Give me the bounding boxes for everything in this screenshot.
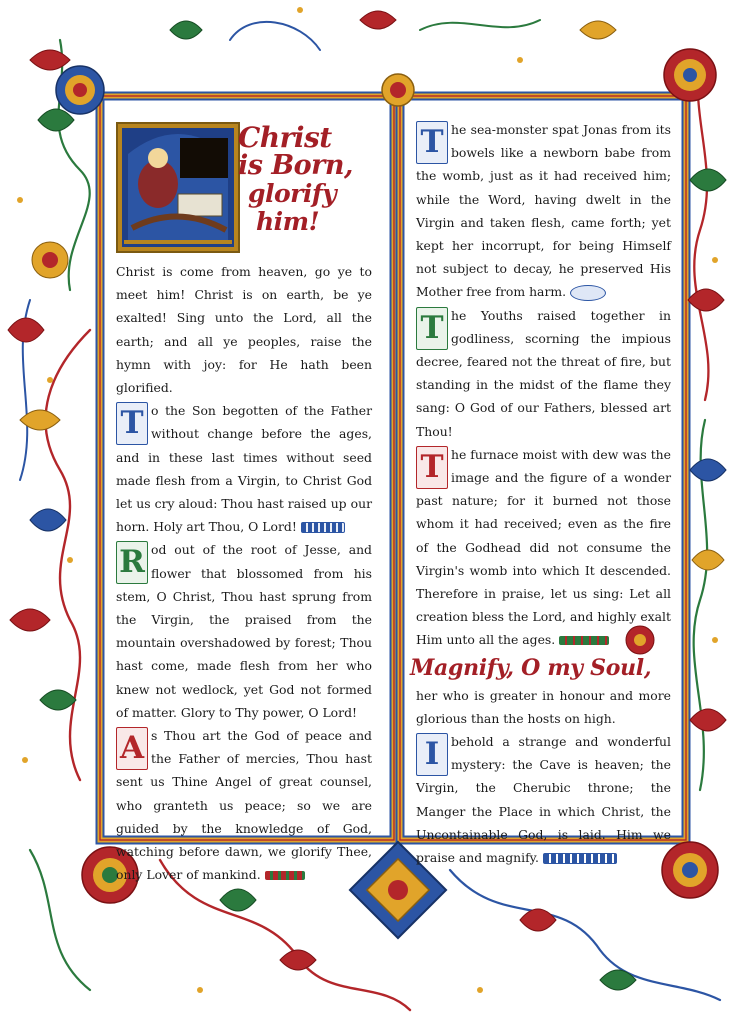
initial-capital-i: I <box>416 733 448 776</box>
title-line-3: glorify <box>248 179 337 208</box>
right-paragraph-5 <box>416 730 671 869</box>
initial-capital-r: R <box>116 541 148 584</box>
left-paragraph-1 <box>116 260 372 399</box>
right-paragraph-2-text: he Youths raised together in godliness, scorning the impious decree, feared not the threat of fire, but standing in the midst of the flame they sang: O God of our Fathers, blessed art Thou! <box>416 307 671 439</box>
left-paragraph-1-text: Christ is come from heaven, go ye to meet him! Christ is on earth, be ye exalted! Sing unto the Lord, all the earth; and all ye peoples, raise the hymn with joy: for He hath been glorified. <box>116 264 372 396</box>
right-paragraph-3 <box>416 443 671 652</box>
initial-capital-t: T <box>116 402 148 445</box>
left-paragraph-2-text: o the Son begotten of the Father without change before the ages, and in these last times without seed made flesh from a Virgin, to Christ God let us cry aloud: Thou hast raised up our horn. Holy art Thou, O Lord! <box>116 403 372 535</box>
left-paragraph-3-text: od out of the root of Jesse, and flower that blossomed from his stem, O Christ, Thou hast sprung from the Virgin, the praised from the mountain overshadowed by forest; Thou hast come, made flesh from her who knew not wedlock, yet God not formed of matter. Glory to Thy power, O Lord! <box>116 542 372 720</box>
sea-monster-ornament <box>570 285 606 301</box>
right-paragraph-1 <box>416 118 671 304</box>
left-text-column <box>116 118 372 886</box>
initial-capital-a: A <box>116 727 148 770</box>
left-paragraph-4-text: s Thou art the God of peace and the Father of mercies, Thou hast sent us Thine Angel of great counsel, who granteth us peace; so we are guided by the knowledge of God, watching before dawn, we glorify Thee, only Lover of mankind. <box>116 728 372 883</box>
right-paragraph-1-text: he sea-monster spat Jonas from its bowels like a newborn babe from the womb, just as it had received him; while the Word, having dwelt in the Virgin and taken flesh, came forth; yet kept her incorrupt, for being Himself not subject to decay, he preserved His Mother free from harm. <box>416 122 671 300</box>
nativity-icon <box>116 122 240 253</box>
title-heading <box>238 121 376 236</box>
line-filler-ornament <box>543 853 617 864</box>
right-paragraph-5-text: behold a strange and wonderful mystery: the Cave is heaven; the Virgin, the Cherubic throne; the Manger the Place in which Christ, the Uncontainable God, is laid. Him we praise and magnify. <box>416 734 671 866</box>
left-paragraph-4 <box>116 724 372 886</box>
line-filler-ornament <box>559 636 609 645</box>
initial-capital-t: T <box>416 446 448 489</box>
right-text-column <box>410 118 671 869</box>
right-paragraph-3-text: he furnace moist with dew was the image and the figure of a wonder past nature; for it burned not those whom it had received; even as the fire of the Godhead did not consume the Virgin's womb into which It descended. Therefore in praise, let us sing: Let all creation bless the Lord, and highly exalt Him unto all the ages. <box>416 446 671 648</box>
right-paragraph-2 <box>416 304 671 443</box>
title-line-2: is Born, <box>238 150 353 181</box>
title-line-4: him! <box>256 207 320 236</box>
right-paragraph-4 <box>416 684 671 730</box>
magnify-heading-text: Magnify, O my Soul, <box>410 654 652 681</box>
initial-capital-t: T <box>416 307 448 350</box>
line-filler-ornament <box>265 871 305 880</box>
magnify-heading <box>410 652 671 684</box>
left-paragraph-2 <box>116 399 372 538</box>
left-paragraph-3 <box>116 538 372 724</box>
right-paragraph-4-text: her who is greater in honour and more glorious than the hosts on high. <box>416 687 671 726</box>
initial-capital-t: T <box>416 121 448 164</box>
title-block <box>116 118 372 260</box>
title-line-1: Christ <box>238 121 332 154</box>
nativity-scene-icon <box>118 124 238 251</box>
line-filler-ornament <box>301 522 345 533</box>
